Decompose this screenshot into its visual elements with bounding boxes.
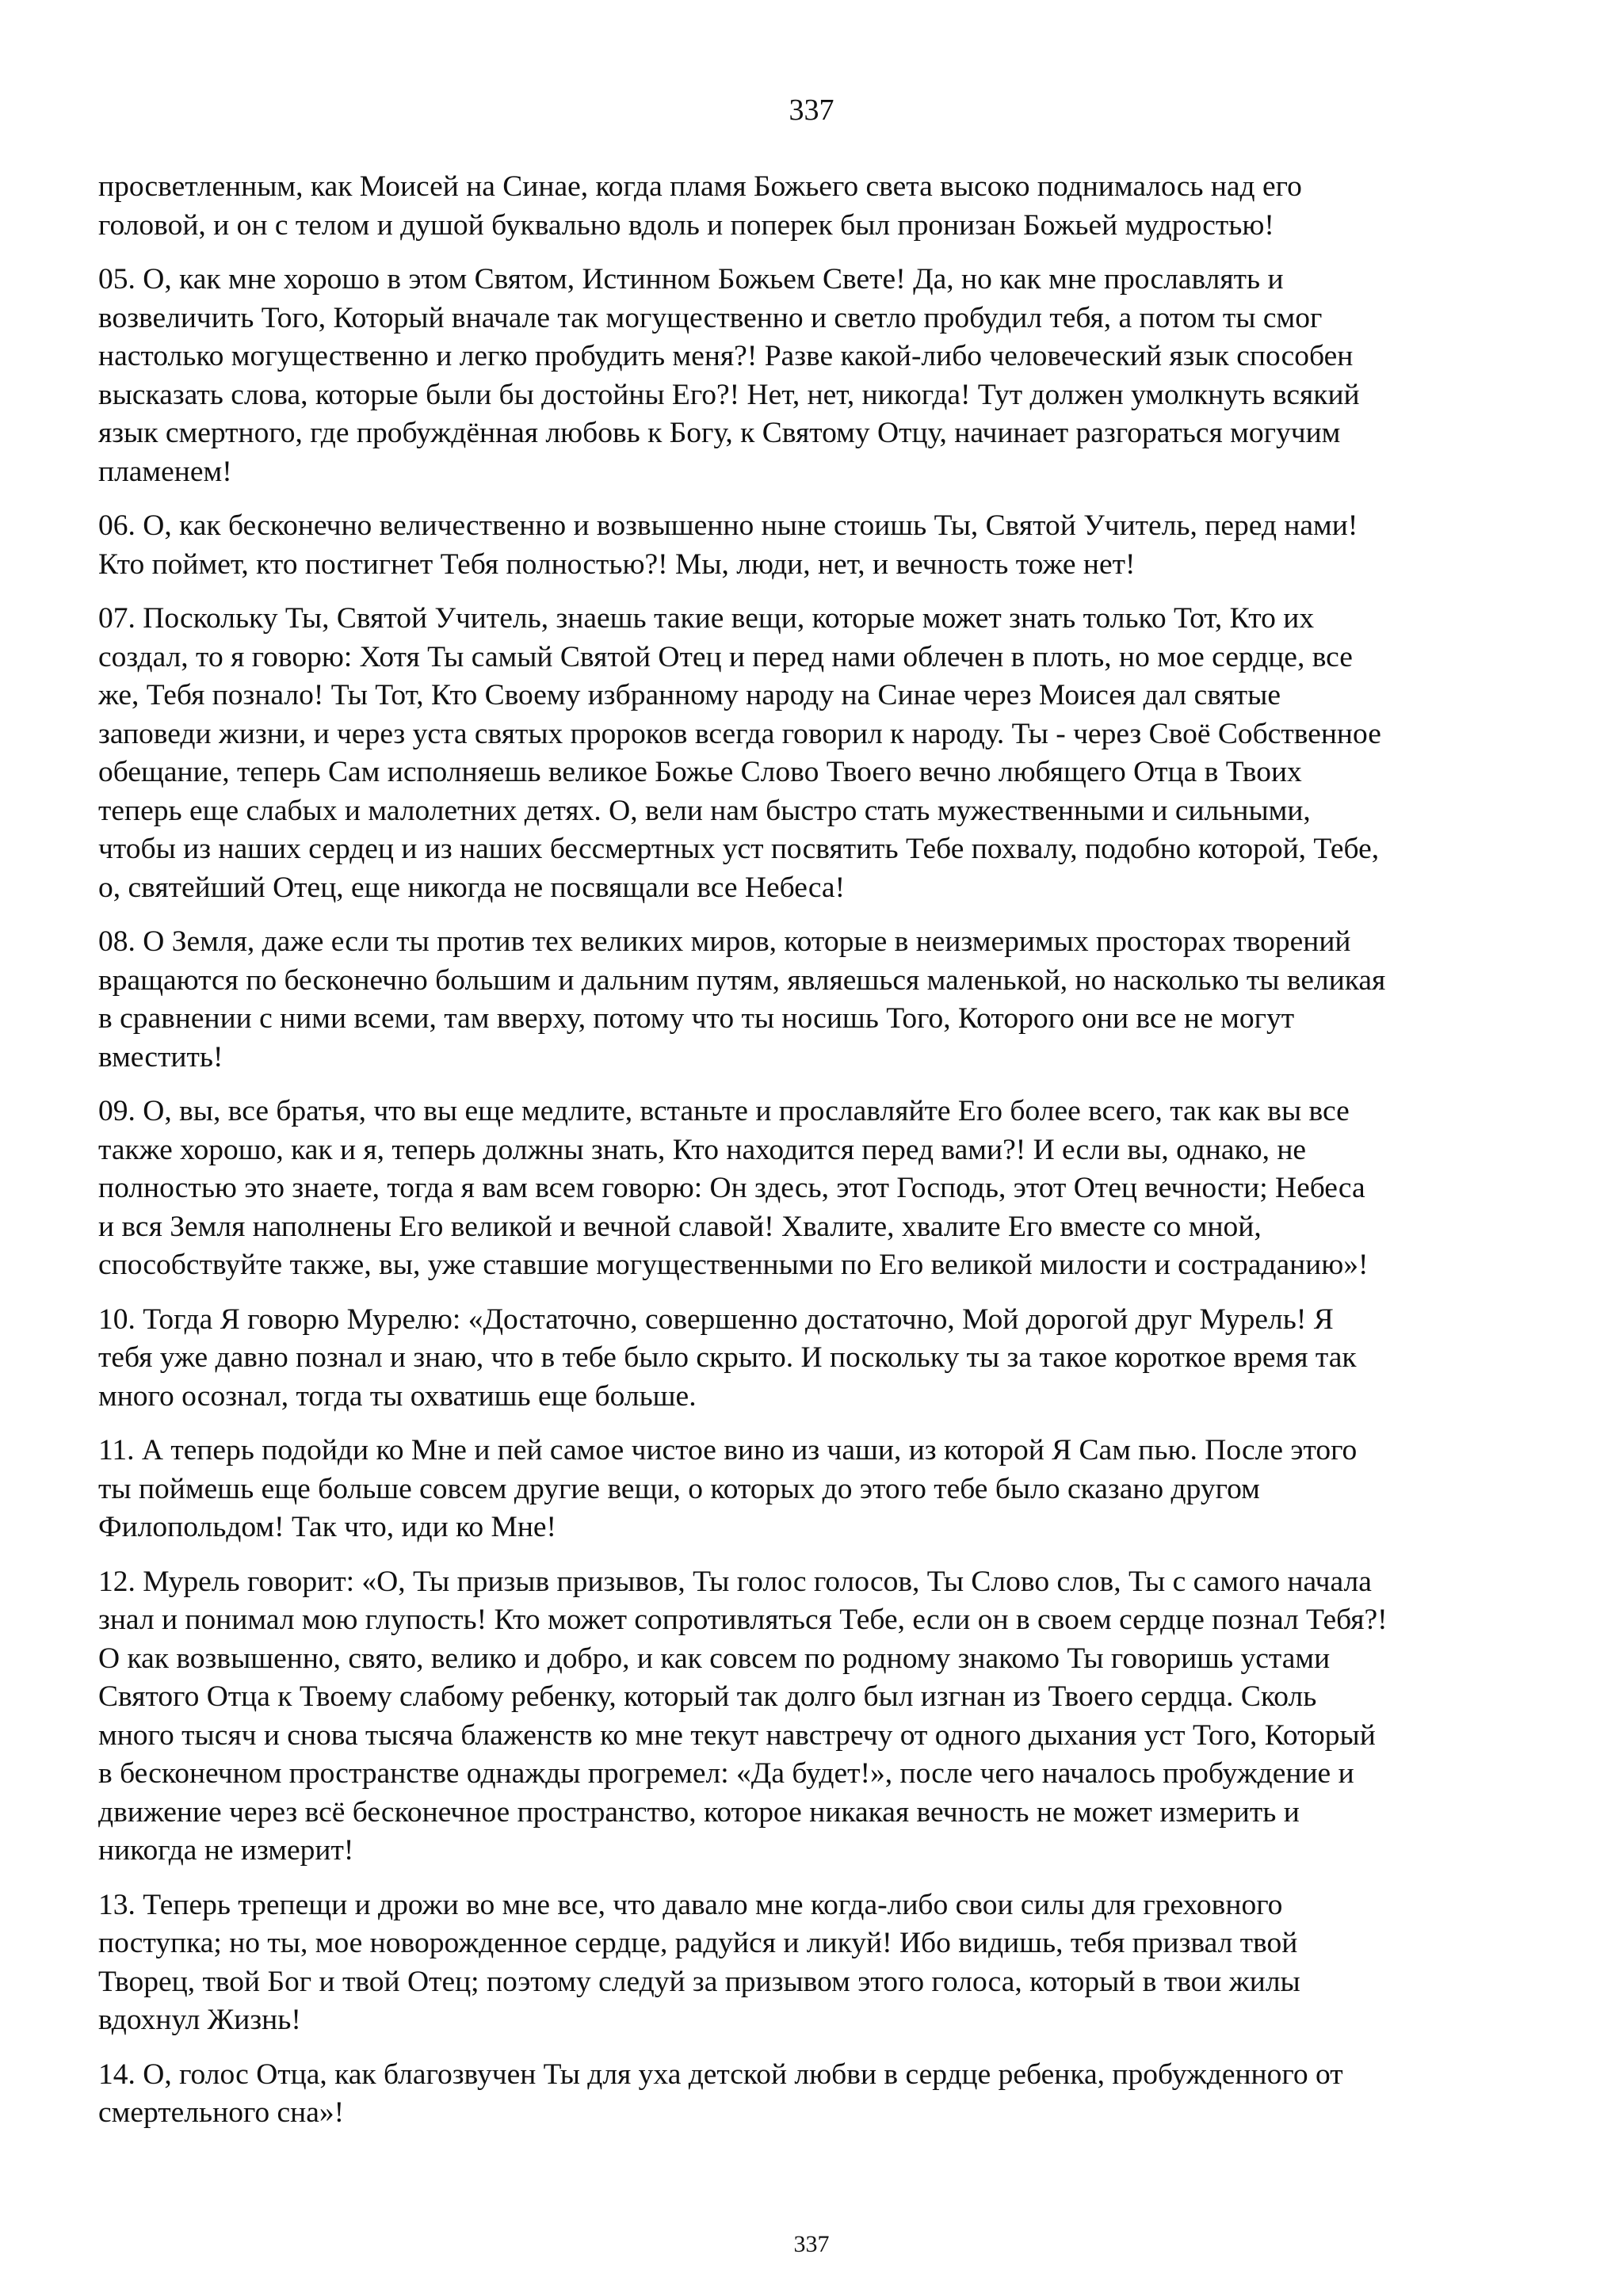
page-body [98, 168, 1541, 2149]
paragraph-11: 11. А теперь подойди ко Мне и пей самое чистое вино из чаши, из которой Я Сам пью. После этого ты поймешь еще больше совсем другие вещи, о которых до этого тебе было сказано другом Филопольдом! Так что, иди ко Мне! [98, 1434, 1358, 1543]
paragraph-07: 07. Поскольку Ты, Святой Учитель, знаешь такие вещи, которые может знать только Тот, Кто их создал, то я говорю: Хотя Ты самый Святой Отец и перед нами облечен в плоть, но мое сердце, все же, Тебя познало! Ты Тот, Кто Своему избранному народу на Синае через Моисея дал святые заповеди жизни, и через уста святых пророков всегда говорил к народу. Ты - через Своё Собственное обещание, теперь Сам исполняешь великое Божье Слово Твоего вечно любящего Отца в Твоих теперь еще слабых и малолетних детях. О, вели нам быстро стать мужественными и сильными, чтобы из наших сердец и из наших бессмертных уст посвятить Тебе похвалу, подобно которой, Тебе, о, святейший Отец, еще никогда не посвящали все Небеса! [98, 602, 1381, 904]
paragraph-14: 14. О, голос Отца, как благозвучен Ты для уха детской любви в сердце ребенка, пробужденного от смертельного сна»! [98, 2058, 1343, 2129]
paragraph-12: 12. Мурель говорит: «О, Ты призыв призывов, Ты голос голосов, Ты Слово слов, Ты с самого начала знал и понимал мою глупость! Кто может сопротивляться Тебе, если он в своем сердце познал Тебя?! О как возвышенно, свято, велико и добро, и как совсем по родному знакомо Ты говоришь устами Святого Отца к Твоему слабому ребенку, который так долго был изгнан из Твоего сердца. Сколь много тысяч и снова тысяча блаженств ко мне текут навстречу от одного дыхания уст Того, Который в бесконечном пространстве однажды прогремел: «Да будет!», после чего началось пробуждение и движение через всё бесконечное пространство, которое никакая вечность не может измерить и никогда не измерит! [98, 1565, 1388, 1867]
page-number-bottom: 337 [793, 2231, 830, 2257]
paragraph-13: 13. Теперь трепещи и дрожи во мне все, что давало мне когда-либо свои силы для греховного поступка; но ты, мое новорожденное сердце, радуйся и ликуй! Ибо видишь, тебя призвал твой Творец, твой Бог и твой Отец; поэтому следуй за призывом этого голоса, который в твои жилы вдохнул Жизнь! [98, 1888, 1300, 2036]
paragraph-09: 09. О, вы, все братья, что вы еще медлите, встаньте и прославляйте Его более всего, так как вы все также хорошо, как и я, теперь должны знать, Кто находится перед вами?! И если вы, однако, не полностью это знаете, тогда я вам всем говорю: Он здесь, этот Господь, этот Отец вечности; Небеса и вся Земля наполнены Его великой и вечной славой! Хвалите, хвалите Его вместе со мной, способствуйте также, вы, уже ставшие могущественными по Его великой милости и состраданию»! [98, 1095, 1369, 1281]
paragraph-10: 10. Тогда Я говорю Мурелю: «Достаточно, совершенно достаточно, Мой дорогой друг Мурель! Я тебя уже давно познал и знаю, что в тебе было скрыто. И поскольку ты за такое короткое время так много осознал, тогда ты охватишь еще больше. [98, 1302, 1357, 1413]
paragraph-06: 06. О, как бесконечно величественно и возвышенно ныне стоишь Ты, Святой Учитель, перед нами! Кто поймет, кто постигнет Тебя полностью?! Мы, люди, нет, и вечность тоже нет! [98, 509, 1358, 581]
paragraph-continuation: просветленным, как Моисей на Синае, когда пламя Божьего света высоко поднималось над его головой, и он с телом и душой буквально вдоль и поперек был пронизан Божьей мудростью! [98, 170, 1302, 242]
page-number-top: 337 [789, 93, 834, 127]
paragraph-08: 08. О Земля, даже если ты против тех великих миров, которые в неизмеримых просторах творений вращаются по бесконечно большим и дальним путям, являешься маленькой, но насколько ты великая в сравнении с ними всеми, там вверху, потому что ты носишь Того, Которого они все не могут вместить! [98, 925, 1386, 1074]
paragraph-05: 05. О, как мне хорошо в этом Святом, Истинном Божьем Свете! Да, но как мне прославлять и возвеличить Того, Который вначале так могущественно и светло пробудил тебя, а потом ты смог настолько могущественно и легко пробудить меня?! Разве какой-либо человеческий язык способен высказать слова, которые были бы достойны Его?! Нет, нет, никогда! Тут должен умолкнуть всякий язык смертного, где пробуждённая любовь к Богу, к Святому Отцу, начинает разгораться могучим пламенем! [98, 263, 1360, 488]
